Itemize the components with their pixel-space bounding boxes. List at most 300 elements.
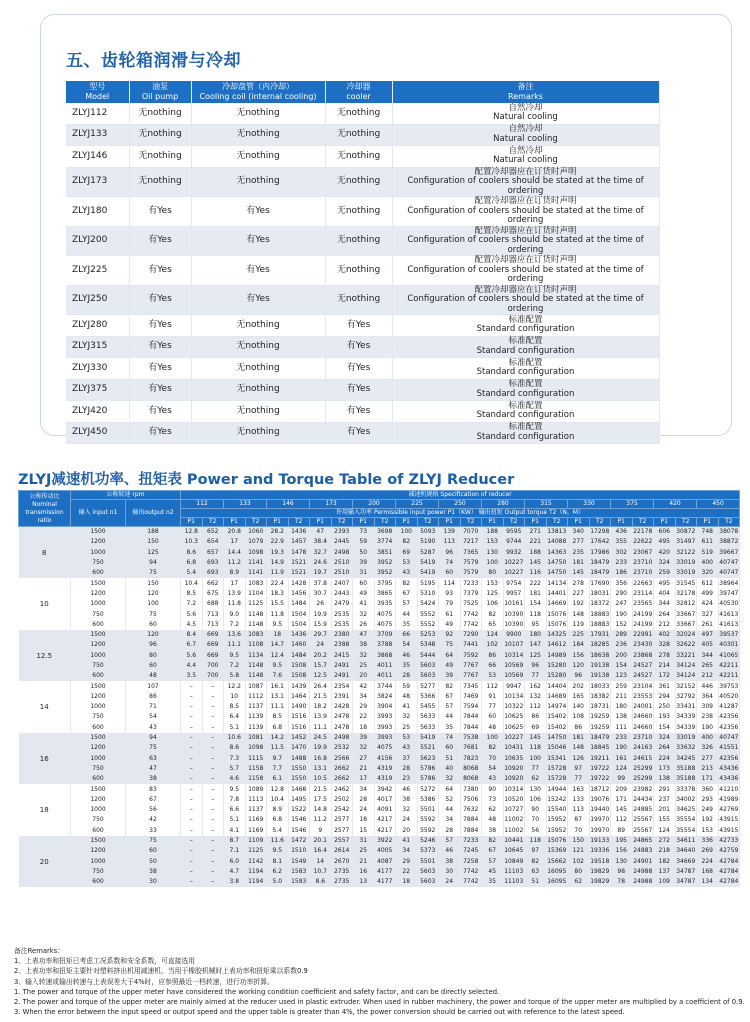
value-cell: 5.0	[267, 877, 289, 887]
oil-pump-cell: 有Yes	[129, 358, 191, 380]
value-cell: 34	[396, 846, 418, 856]
value-cell: 23565	[632, 599, 654, 609]
power-torque-header	[19, 491, 740, 527]
value-cell: 9.0	[224, 609, 246, 619]
value-cell: 10227	[503, 733, 525, 743]
value-cell: 102	[482, 640, 504, 650]
header-p1: P1	[224, 518, 246, 527]
value-cell: 4087	[374, 857, 396, 867]
header-p1: P1	[697, 518, 719, 527]
value-cell: 14	[310, 857, 332, 867]
value-cell: 23710	[632, 558, 654, 568]
value-cell: 10314	[503, 651, 525, 661]
value-cell: 7.2	[224, 620, 246, 630]
table-row	[19, 599, 740, 609]
value-cell: 16.4	[310, 846, 332, 856]
value-cell: 2380	[331, 630, 353, 640]
value-cell: 19138	[589, 661, 611, 671]
value-cell: 34787	[675, 867, 697, 877]
cooler-cell: 无nothing	[325, 256, 392, 286]
value-cell: 14.8	[310, 805, 332, 815]
model-cell: ZLYJ315	[66, 336, 129, 358]
remarks-block	[14, 946, 744, 1017]
value-cell: 324	[654, 558, 676, 568]
value-cell: 1428	[288, 578, 310, 588]
value-cell: 125	[482, 589, 504, 599]
value-cell: 19440	[589, 805, 611, 815]
value-cell: 118	[525, 743, 547, 753]
value-cell: 188	[525, 548, 547, 558]
input-speed-cell: 750	[71, 661, 126, 671]
value-cell: 3.8	[224, 877, 246, 887]
value-cell: 7884	[460, 815, 482, 825]
value-cell: 9595	[503, 527, 525, 538]
value-cell: 14612	[546, 640, 568, 650]
value-cell: 3698	[374, 527, 396, 538]
value-cell: 7767	[460, 661, 482, 671]
value-cell: 126	[568, 754, 590, 764]
value-cell: 9900	[503, 630, 525, 640]
value-cell: 52	[439, 795, 461, 805]
value-cell: 277	[697, 754, 719, 764]
value-cell: 33378	[675, 784, 697, 794]
value-cell: 14.9	[267, 558, 289, 568]
value-cell: 1546	[288, 826, 310, 836]
value-cell: 42211	[718, 671, 740, 681]
remarks-cell	[392, 315, 659, 337]
value-cell: 5.4	[181, 568, 203, 578]
value-cell: 12.4	[267, 651, 289, 661]
value-cell: 33632	[675, 743, 697, 753]
header-size: 173	[310, 500, 353, 509]
value-cell: 99	[611, 774, 633, 784]
value-cell: 10161	[503, 599, 525, 609]
value-cell: 41210	[718, 784, 740, 794]
value-cell: 35188	[675, 764, 697, 774]
value-cell: 4075	[374, 743, 396, 753]
model-cell: ZLYJ180	[66, 197, 129, 227]
value-cell: 19259	[589, 723, 611, 733]
value-cell: 193	[654, 712, 676, 722]
value-cell: 18033	[589, 681, 611, 691]
lubrication-header-row	[66, 81, 659, 103]
value-cell: 14989	[546, 651, 568, 661]
value-cell: 7.1	[224, 846, 246, 856]
value-cell: 28	[396, 671, 418, 681]
value-cell: 24527	[632, 661, 654, 671]
value-cell: 1169	[245, 826, 267, 836]
value-cell: 1087	[245, 681, 267, 691]
table-row	[19, 857, 740, 867]
value-cell: 10.6	[224, 733, 246, 743]
output-speed-cell: 43	[126, 723, 181, 733]
output-speed-cell: 75	[126, 568, 181, 578]
value-cell: 7538	[460, 733, 482, 743]
value-cell: 7233	[460, 578, 482, 588]
value-cell: 261	[697, 620, 719, 630]
table-row	[66, 197, 659, 227]
value-cell: 1137	[245, 805, 267, 815]
value-cell: 39	[353, 558, 375, 568]
value-cell: 11.8	[224, 599, 246, 609]
value-cell: 1112	[245, 692, 267, 702]
value-cell: 4075	[374, 620, 396, 630]
table-row	[19, 620, 740, 630]
value-cell: 100	[482, 733, 504, 743]
value-cell: 25	[353, 661, 375, 671]
value-cell: 82	[439, 681, 461, 691]
value-cell: 4005	[374, 846, 396, 856]
header-ratio	[19, 491, 71, 527]
value-cell: 8.6	[224, 743, 246, 753]
value-cell: 24615	[632, 754, 654, 764]
value-cell: 25567	[632, 826, 654, 836]
value-cell: 41065	[718, 651, 740, 661]
value-cell: 86	[482, 651, 504, 661]
value-cell: 265	[697, 661, 719, 671]
value-cell: 109	[654, 877, 676, 887]
model-cell: ZLYJ200	[66, 226, 129, 256]
value-cell: 120	[568, 661, 590, 671]
value-cell: 79	[439, 599, 461, 609]
table-row	[66, 401, 659, 423]
value-cell: 33019	[675, 558, 697, 568]
value-cell: 1158	[245, 764, 267, 774]
header-p1: P1	[439, 518, 461, 527]
value-cell: 38	[396, 795, 418, 805]
value-cell: 34	[353, 692, 375, 702]
value-cell: –	[202, 857, 224, 867]
value-cell: 249	[697, 805, 719, 815]
value-cell: 118	[525, 836, 547, 846]
value-cell: 11.2	[310, 815, 332, 825]
value-cell: 1148	[245, 661, 267, 671]
value-cell: 138	[654, 774, 676, 784]
value-cell: 202	[568, 681, 590, 691]
value-cell: 130	[482, 548, 504, 558]
value-cell: 6.8	[267, 723, 289, 733]
value-cell: 22622	[632, 537, 654, 547]
value-cell: 19970	[589, 815, 611, 825]
value-cell: 59	[396, 681, 418, 691]
model-cell: ZLYJ375	[66, 379, 129, 401]
value-cell: 7.8	[224, 795, 246, 805]
value-cell: 2510	[331, 558, 353, 568]
value-cell: 47	[310, 527, 332, 538]
value-cell: 18479	[589, 558, 611, 568]
value-cell: 446	[697, 681, 719, 691]
value-cell: 11.1	[224, 640, 246, 650]
value-cell: 2662	[331, 774, 353, 784]
table-row	[19, 609, 740, 619]
value-cell: 17690	[589, 578, 611, 588]
value-cell: 1115	[245, 754, 267, 764]
value-cell: 1484	[288, 651, 310, 661]
value-cell: 8.4	[181, 630, 203, 640]
remark-cn: 标准配置	[508, 336, 543, 347]
output-speed-cell: 150	[126, 537, 181, 547]
value-cell: 4011	[374, 671, 396, 681]
value-cell: –	[202, 867, 224, 877]
value-cell: 10	[224, 692, 246, 702]
value-cell: 3824	[374, 692, 396, 702]
value-cell: 222	[525, 578, 547, 588]
value-cell: 100	[396, 527, 418, 538]
value-cell: 14.2	[267, 733, 289, 743]
value-cell: 145	[525, 558, 547, 568]
value-cell: 112	[482, 681, 504, 691]
model-cell: ZLYJ173	[66, 167, 129, 197]
value-cell: 21	[353, 857, 375, 867]
oil-pump-cell: 有Yes	[129, 315, 191, 337]
value-cell: 21.5	[310, 692, 332, 702]
value-cell: 10.5	[310, 774, 332, 784]
value-cell: 17642	[589, 537, 611, 547]
value-cell: 22663	[632, 578, 654, 588]
input-speed-cell: 1000	[71, 805, 126, 815]
value-cell: 33667	[675, 620, 697, 630]
value-cell: 35554	[675, 815, 697, 825]
value-cell: 25	[353, 846, 375, 856]
value-cell: 153	[482, 537, 504, 547]
value-cell: 3952	[374, 558, 396, 568]
output-speed-cell: 63	[126, 754, 181, 764]
table-row	[19, 867, 740, 877]
value-cell: 28	[396, 764, 418, 774]
value-cell: 606	[654, 527, 676, 538]
header-row-1	[19, 491, 740, 500]
value-cell: 38	[439, 857, 461, 867]
header-p1: P1	[353, 518, 375, 527]
value-cell: 23067	[632, 548, 654, 558]
value-cell: 7592	[460, 651, 482, 661]
value-cell: 24660	[632, 712, 654, 722]
input-speed-cell: 1200	[71, 692, 126, 702]
value-cell: 5786	[417, 774, 439, 784]
value-cell: 7844	[460, 712, 482, 722]
value-cell: 400	[697, 558, 719, 568]
value-cell: 264	[654, 743, 676, 753]
value-cell: 184	[568, 640, 590, 650]
value-cell: 15.7	[310, 661, 332, 671]
value-cell: 7742	[460, 609, 482, 619]
value-cell: 1139	[245, 723, 267, 733]
value-cell: 278	[568, 578, 590, 588]
value-cell: –	[202, 754, 224, 764]
header-model: 型号 Model	[66, 81, 129, 103]
value-cell: 2491	[331, 661, 353, 671]
remarks-cell	[392, 226, 659, 256]
header-p1: P1	[568, 518, 590, 527]
header-t2: T2	[503, 518, 525, 527]
value-cell: 405	[697, 640, 719, 650]
value-cell: 259	[611, 681, 633, 691]
value-cell: 9.5	[267, 846, 289, 856]
value-cell: 98	[611, 867, 633, 877]
value-cell: 41613	[718, 609, 740, 619]
value-cell: 324	[654, 733, 676, 743]
value-cell: 5419	[417, 568, 439, 578]
value-cell: –	[202, 692, 224, 702]
value-cell: 1549	[288, 857, 310, 867]
table-row	[19, 733, 740, 743]
value-cell: 4177	[374, 867, 396, 877]
value-cell: 34339	[675, 723, 697, 733]
value-cell: 42784	[718, 867, 740, 877]
cooler-cell: 无nothing	[325, 197, 392, 227]
value-cell: 32	[396, 805, 418, 815]
value-cell: 18883	[589, 620, 611, 630]
output-speed-cell: 30	[126, 877, 181, 887]
value-cell: 3993	[374, 733, 396, 743]
value-cell: 44	[439, 805, 461, 815]
value-cell: 221	[525, 537, 547, 547]
value-cell: 14750	[546, 568, 568, 578]
value-cell: 2354	[331, 681, 353, 691]
value-cell: 34339	[675, 712, 697, 722]
value-cell: 14750	[546, 733, 568, 743]
value-cell: 165	[568, 692, 590, 702]
remark-en: Configuration of coolers should be stated at the time of ordering	[407, 294, 644, 314]
value-cell: 10625	[503, 723, 525, 733]
value-cell: 1139	[245, 712, 267, 722]
value-cell: 121	[568, 846, 590, 856]
output-speed-cell: 83	[126, 784, 181, 794]
table-row	[66, 146, 659, 168]
value-cell: 693	[202, 568, 224, 578]
header-size: 250	[439, 500, 482, 509]
oil-pump-cell: 有Yes	[129, 285, 191, 315]
value-cell: 18372	[589, 599, 611, 609]
value-cell: 112	[611, 815, 633, 825]
value-cell: 19.7	[310, 568, 332, 578]
value-cell: 78	[611, 877, 633, 887]
value-cell: 1439	[288, 681, 310, 691]
remark-cn: 配置冷却器应在订货时声明	[474, 255, 577, 265]
value-cell: 10635	[503, 754, 525, 764]
remark-en: Configuration of coolers should be stated at the time of ordering	[407, 235, 644, 255]
value-cell: 15402	[546, 723, 568, 733]
value-cell: 22.4	[267, 578, 289, 588]
value-cell: –	[202, 702, 224, 712]
value-cell: 54	[482, 764, 504, 774]
input-speed-cell: 1200	[71, 537, 126, 547]
value-cell: 1148	[245, 609, 267, 619]
value-cell: 19336	[589, 846, 611, 856]
value-cell: 1468	[288, 784, 310, 794]
value-cell: 100	[482, 558, 504, 568]
ratio-cell: 10	[19, 578, 71, 629]
value-cell: 38964	[718, 578, 740, 588]
value-cell: 6.1	[267, 774, 289, 784]
value-cell: 62	[568, 877, 590, 887]
value-cell: 24885	[632, 805, 654, 815]
value-cell: 154	[525, 599, 547, 609]
value-cell: 96	[568, 671, 590, 681]
output-speed-cell: 48	[126, 671, 181, 681]
input-speed-cell: 1000	[71, 651, 126, 661]
value-cell: 1098	[245, 548, 267, 558]
value-cell: 1137	[245, 702, 267, 712]
value-cell: 17.5	[310, 795, 332, 805]
value-cell: 26.4	[310, 681, 332, 691]
value-cell: 9.5	[267, 661, 289, 671]
value-cell: 7245	[460, 846, 482, 856]
value-cell: 1169	[245, 815, 267, 825]
output-speed-cell: 150	[126, 578, 181, 588]
value-cell: 214	[654, 661, 676, 671]
value-cell: 1516	[288, 723, 310, 733]
value-cell: 5272	[417, 784, 439, 794]
value-cell: 168	[697, 867, 719, 877]
input-speed-cell: 600	[71, 620, 126, 630]
value-cell: 15.5	[267, 599, 289, 609]
value-cell: 86	[525, 712, 547, 722]
value-cell: 4217	[374, 815, 396, 825]
value-cell: 2662	[331, 764, 353, 774]
cooler-cell: 有Yes	[325, 379, 392, 401]
value-cell: 290	[611, 589, 633, 599]
value-cell: 31	[353, 568, 375, 578]
value-cell: 13.9	[310, 712, 332, 722]
value-cell: 2510	[331, 568, 353, 578]
value-cell: 291	[654, 784, 676, 794]
output-speed-cell: 120	[126, 589, 181, 599]
value-cell: –	[181, 815, 203, 825]
value-cell: 24434	[632, 795, 654, 805]
value-cell: 156	[611, 846, 633, 856]
value-cell: 25299	[632, 774, 654, 784]
value-cell: 38	[353, 640, 375, 650]
value-cell: 73	[482, 795, 504, 805]
cooling-coil-cell: 无nothing	[191, 146, 325, 168]
model-cell: ZLYJ280	[66, 315, 129, 337]
value-cell: 114	[439, 578, 461, 588]
value-cell: –	[181, 723, 203, 733]
value-cell: 2735	[331, 867, 353, 877]
value-cell: 21.5	[310, 784, 332, 794]
value-cell: 37	[396, 754, 418, 764]
value-cell: 10431	[503, 743, 525, 753]
value-cell: 102	[568, 857, 590, 867]
remarks-cell	[392, 103, 659, 124]
value-cell: 15046	[546, 743, 568, 753]
value-cell: 1522	[288, 805, 310, 815]
value-cell: 9.5	[267, 620, 289, 630]
value-cell: 190	[697, 723, 719, 733]
value-cell: 11.1	[267, 702, 289, 712]
value-cell: 22	[353, 712, 375, 722]
header-power: 许用输入功率 Permissible input power P1（KW） 输出扭矩 Output torque T2（N。M）	[181, 509, 740, 518]
value-cell: 23	[396, 774, 418, 784]
header-size: 146	[267, 500, 310, 509]
table-row	[66, 285, 659, 315]
value-cell: 130	[525, 784, 547, 794]
value-cell: 10569	[503, 671, 525, 681]
value-cell: 14325	[546, 630, 568, 640]
value-cell: 24001	[632, 702, 654, 712]
value-cell: 57	[396, 599, 418, 609]
value-cell: 49	[439, 620, 461, 630]
value-cell: 10849	[503, 857, 525, 867]
value-cell: 2498	[331, 733, 353, 743]
value-cell: 148	[568, 609, 590, 619]
value-cell: 163	[568, 784, 590, 794]
value-cell: 29	[353, 702, 375, 712]
value-cell: 40530	[718, 599, 740, 609]
value-cell: 669	[202, 640, 224, 650]
value-cell: 1510	[288, 846, 310, 856]
